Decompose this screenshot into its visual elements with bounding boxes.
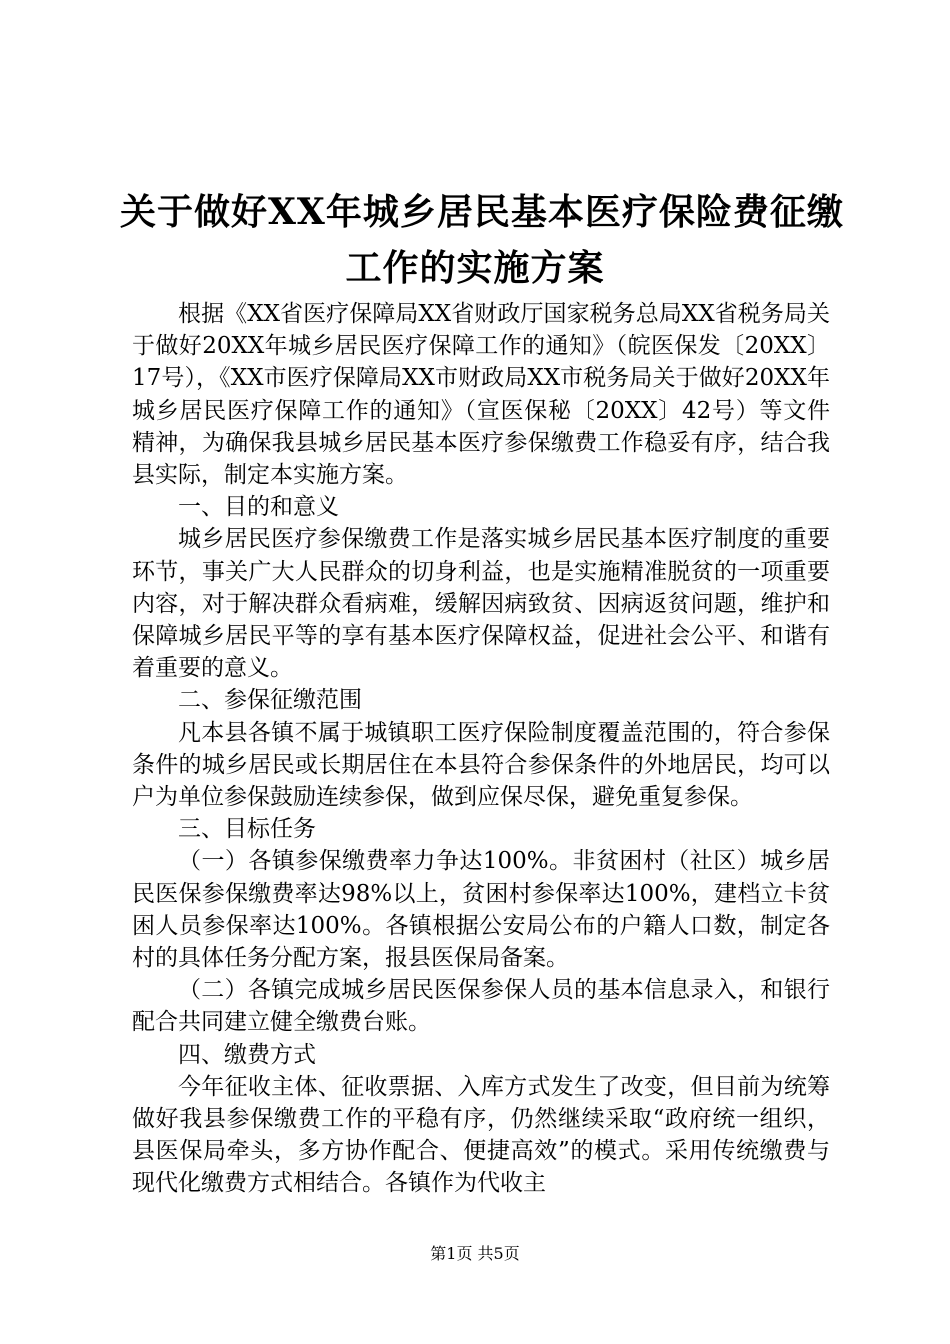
section-heading: 四、缴费方式 bbox=[178, 1041, 316, 1068]
document-body bbox=[132, 298, 830, 1200]
body-paragraph: 凡本县各镇不属于城镇职工医疗保险制度覆盖范围的，符合参保条件的城乡居民或长期居住在本县符合参保条件的外地居民，均可以户为单位参保鼓励连续参保，做到应保尽保，避免重复参保。 bbox=[132, 719, 830, 811]
document-title-line-2: 工作的实施方案 bbox=[345, 247, 605, 289]
body-paragraph: （一）各镇参保缴费率力争达100%。非贫困村（社区）城乡居民医保参保缴费率达98%以上，贫困村参保率达100%，建档立卡贫困人员参保率达100%。各镇根据公安局公布的户籍人口数，制定各村的具体任务分配方案，报县医保局备案。 bbox=[132, 848, 830, 972]
body-paragraph: 今年征收主体、征收票据、入库方式发生了改变，但目前为统筹做好我县参保缴费工作的平稳有序，仍然继续采取“政府统一组织，县医保局牵头，多方协作配合、便捷高效”的模式。采用传统缴费与现代化缴费方式相结合。各镇作为代收主 bbox=[132, 1073, 830, 1197]
body-paragraph: 根据《XX省医疗保障局XX省财政厅国家税务总局XX省税务局关于做好20XX年城乡居民医疗保障工作的通知》（皖医保发〔20XX〕17号），《XX市医疗保障局XX市财政局XX市税务局关于做好20XX年城乡居民医疗保障工作的通知》（宣医保秘〔20XX〕42号）等文件精神，为确保我县城乡居民基本医疗参保缴费工作稳妥有序，结合我县实际，制定本实施方案。 bbox=[132, 301, 830, 489]
page-footer: 第1页 共5页 bbox=[430, 1244, 520, 1263]
body-paragraph: 城乡居民医疗参保缴费工作是落实城乡居民基本医疗制度的重要环节，事关广大人民群众的切身利益，也是实施精准脱贫的一项重要内容，对于解决群众看病难，缓解因病致贫、因病返贫问题，维护和保障城乡居民平等的享有基本医疗保障权益，促进社会公平、和谐有着重要的意义。 bbox=[132, 526, 830, 682]
document-title-line-1: 关于做好XX年城乡居民基本医疗保险费征缴 bbox=[120, 191, 844, 233]
section-heading: 二、参保征缴范围 bbox=[178, 687, 362, 714]
section-heading: 一、目的和意义 bbox=[178, 494, 339, 521]
body-paragraph: （二）各镇完成城乡居民医保参保人员的基本信息录入，和银行配合共同建立健全缴费台账。 bbox=[132, 977, 830, 1036]
section-heading: 三、目标任务 bbox=[178, 816, 316, 843]
